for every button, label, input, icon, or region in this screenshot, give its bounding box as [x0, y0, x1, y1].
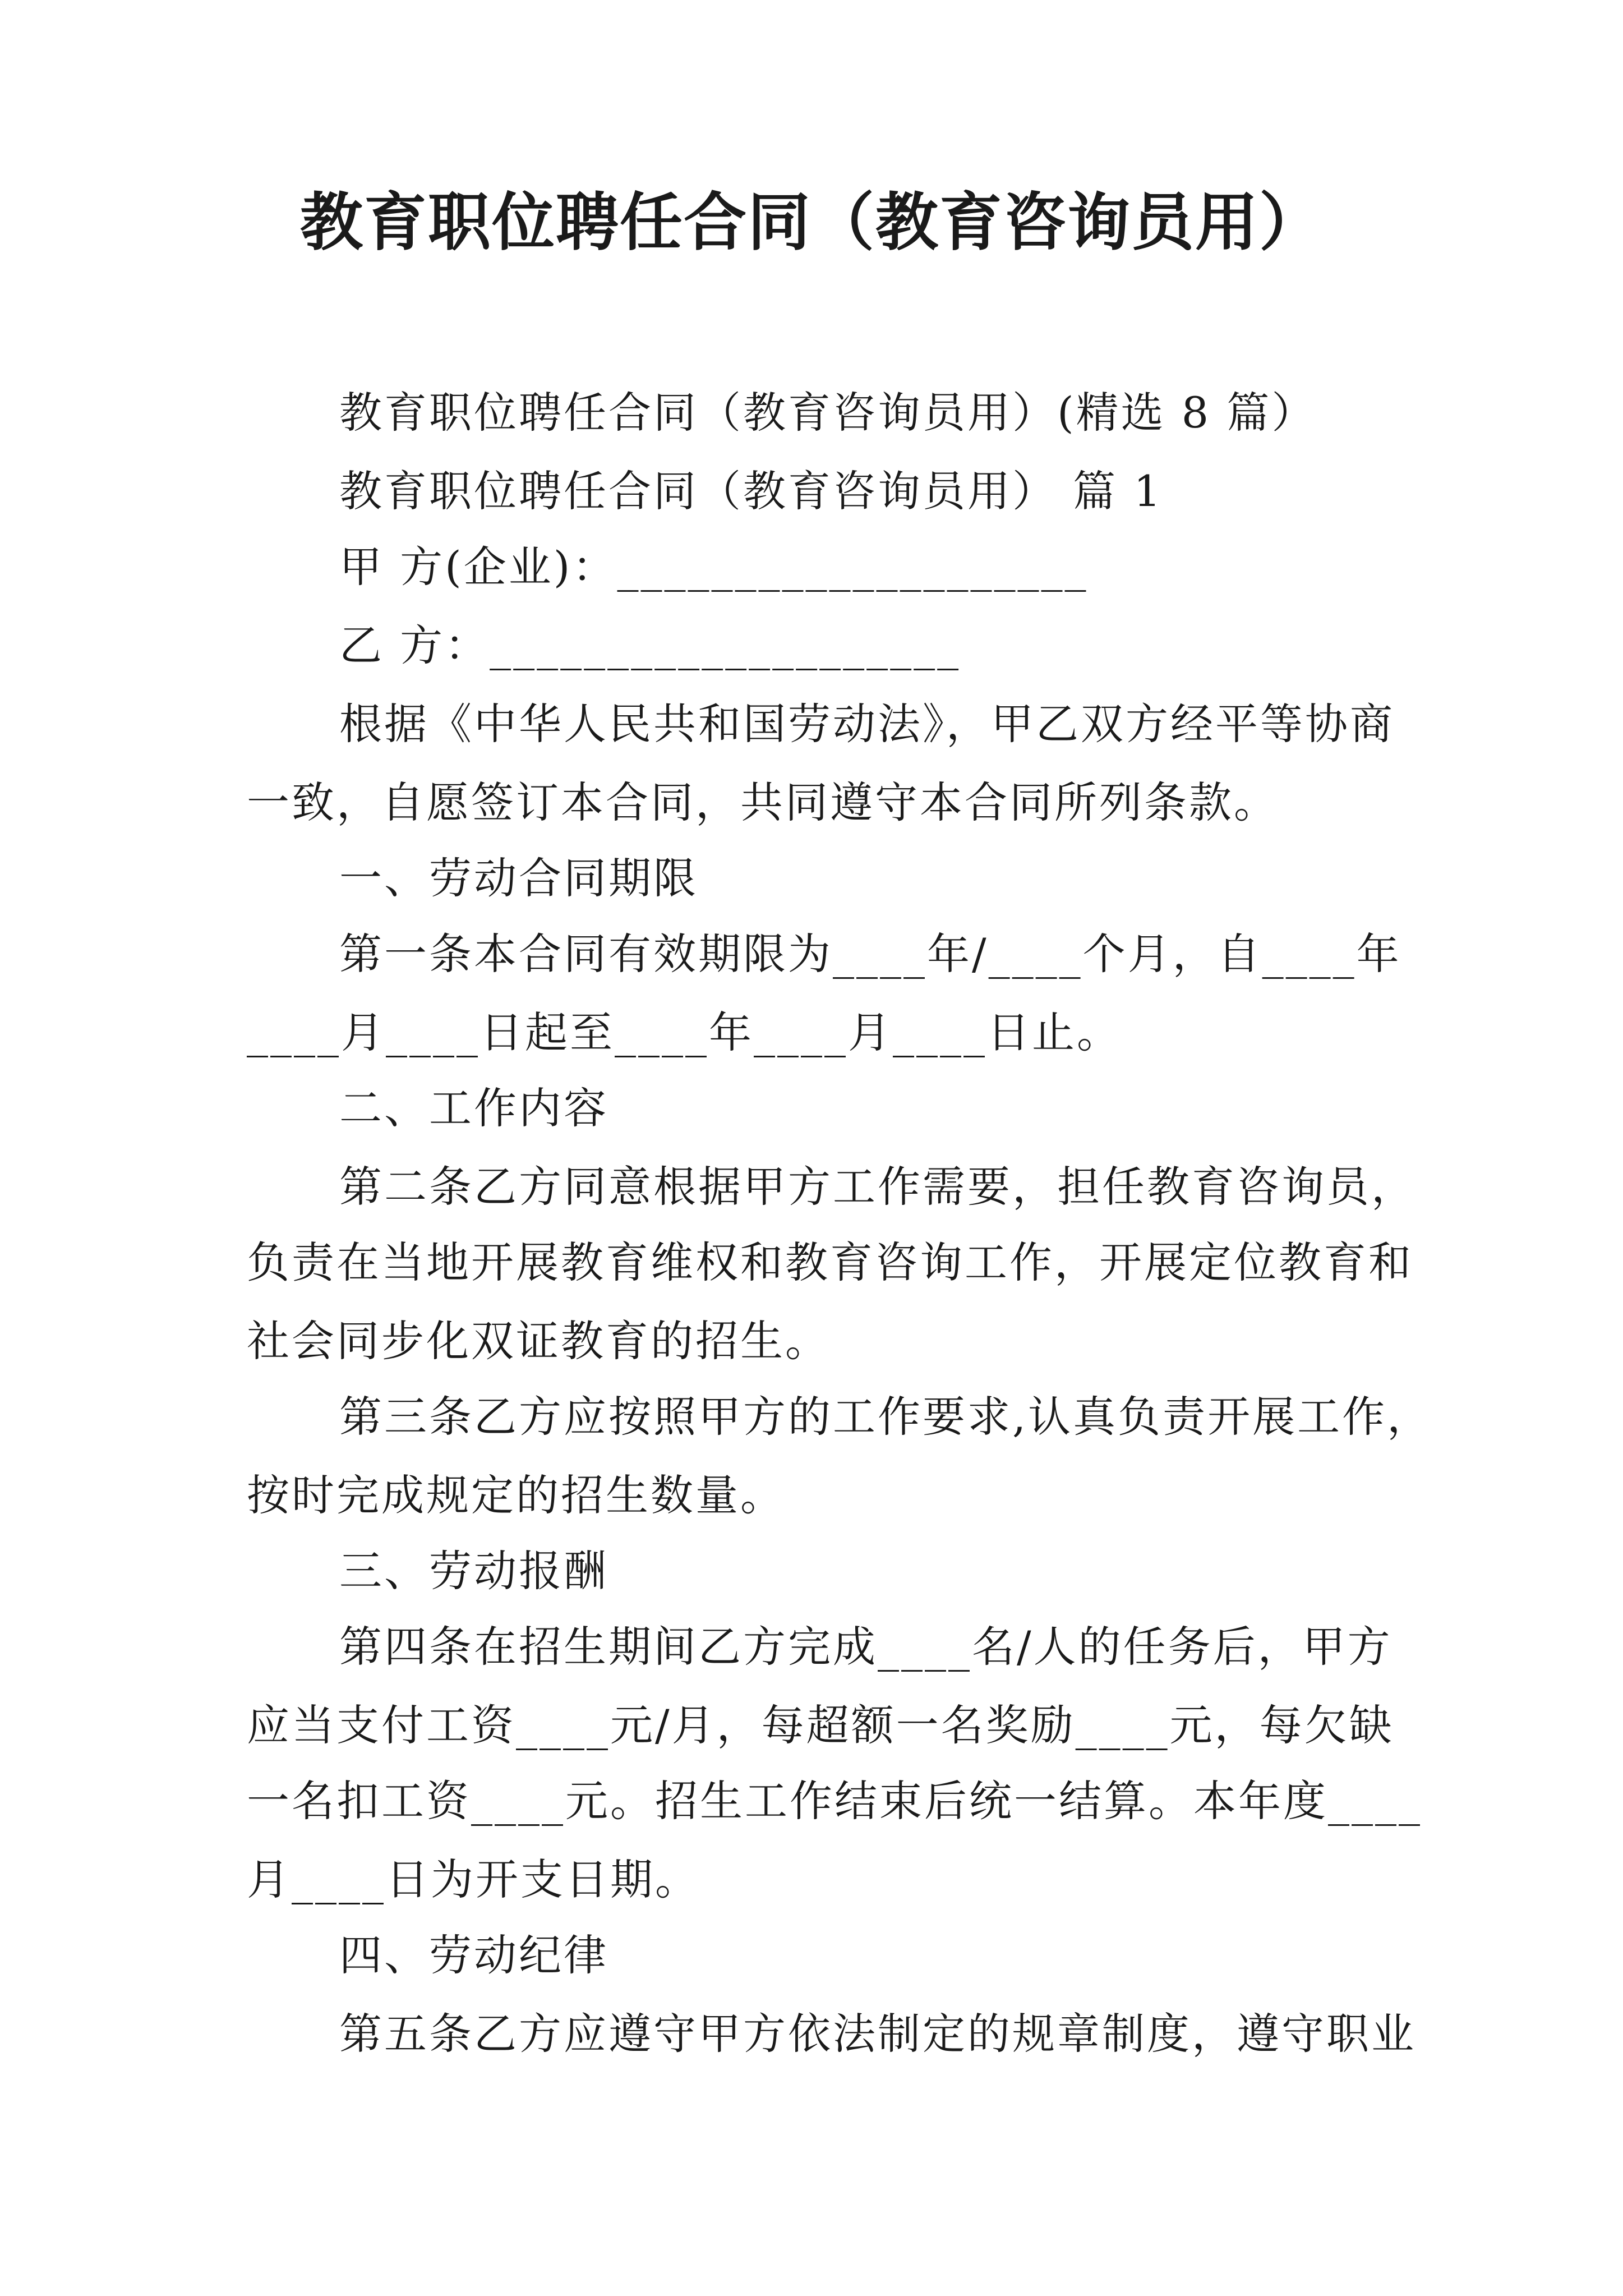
subtitle-selection: 教育职位聘任合同（教育咨询员用）(精选 8 篇） — [339, 388, 1317, 438]
party-a-line: 甲 方(企业)：____________________ — [339, 542, 1089, 592]
paragraph-line: 社会同步化双证教育的招生。 — [247, 1316, 830, 1366]
paragraph-line: ____月____日起至____年____月____日止。 — [247, 1007, 1122, 1057]
document-title: 教育职位聘任合同（教育咨询员用） — [300, 186, 1323, 259]
section-heading: 三、劳动报酬 — [339, 1546, 608, 1596]
paragraph-line: 负责在当地开展教育维权和教育咨询工作，开展定位教育和 — [247, 1237, 1413, 1287]
paragraph-line: 应当支付工资____元/月，每超额一名奖励____元，每欠缺 — [247, 1700, 1394, 1750]
paragraph-line: 一名扣工资____元。招生工作结束后统一结算。本年度____ — [247, 1776, 1422, 1826]
paragraph-line: 第三条乙方应按照甲方的工作要求,认真负责开展工作， — [339, 1392, 1432, 1442]
section-heading: 四、劳动纪律 — [339, 1930, 608, 1980]
section-heading: 二、工作内容 — [339, 1083, 608, 1133]
paragraph-line: 一致，自愿签订本合同，共同遵守本合同所列条款。 — [247, 777, 1279, 827]
paragraph-line: 按时完成规定的招生数量。 — [247, 1470, 785, 1520]
paragraph-line: 根据《中华人民共和国劳动法》，甲乙双方经平等协商 — [339, 699, 1395, 749]
paragraph-line: 第四条在招生期间乙方完成____名/人的任务后，甲方 — [339, 1622, 1393, 1672]
party-b-line: 乙 方：____________________ — [339, 620, 961, 670]
paragraph-line: 月____日为开支日期。 — [247, 1855, 700, 1904]
section-heading: 一、劳动合同期限 — [339, 853, 698, 903]
paragraph-line: 第二条乙方同意根据甲方工作需要，担任教育咨询员， — [339, 1162, 1416, 1212]
paragraph-line: 第一条本合同有效期限为____年/____个月，自____年 — [339, 929, 1401, 979]
paragraph-line: 第五条乙方应遵守甲方依法制定的规章制度，遵守职业 — [339, 2009, 1416, 2059]
section-heading-part1: 教育职位聘任合同（教育咨询员用） 篇 1 — [339, 466, 1163, 516]
